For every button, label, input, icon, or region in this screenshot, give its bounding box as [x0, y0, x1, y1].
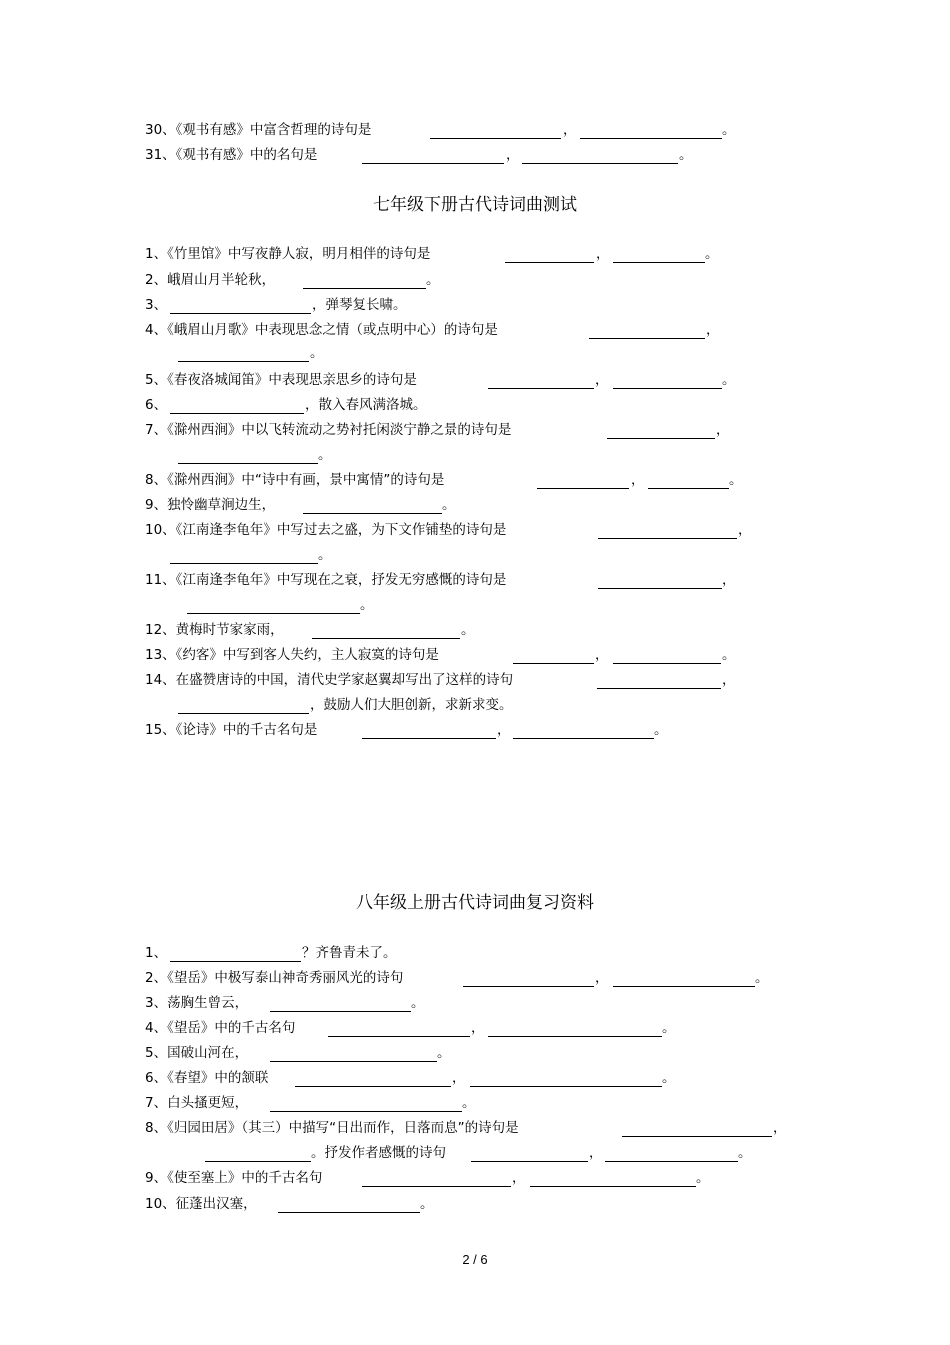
answer-blank[interactable] [328, 1022, 470, 1037]
question-text: 2、峨眉山月半轮秋， [145, 272, 276, 288]
section-title: 七年级下册古代诗词曲测试 [373, 195, 577, 215]
answer-blank[interactable] [470, 1072, 662, 1087]
end-punct: 。 [662, 1020, 676, 1036]
separator: ， [452, 1070, 466, 1086]
end-punct: 。 [662, 1070, 676, 1086]
answer-blank[interactable] [613, 972, 755, 987]
question-text: 9、《使至塞上》中的千古名句 [145, 1170, 323, 1186]
separator: ， [716, 422, 730, 438]
answer-blank[interactable] [430, 124, 561, 139]
separator: ， [563, 122, 577, 138]
answer-blank[interactable] [530, 1172, 696, 1187]
answer-blank[interactable] [597, 674, 721, 689]
separator: ， [722, 672, 736, 688]
answer-blank[interactable] [613, 248, 705, 263]
question-text: 7、《滁州西涧》中以飞转流动之势衬托闲淡宁静之景的诗句是 [145, 422, 512, 438]
answer-blank[interactable] [178, 347, 309, 362]
question-text: 31、《观书有感》中的名句是 [145, 147, 318, 163]
page-number: 2 / 6 [462, 1252, 488, 1267]
question-text: 10、《江南逢李龟年》中写过去之盛，为下文作铺垫的诗句是 [145, 522, 507, 538]
answer-blank[interactable] [303, 499, 442, 514]
end-punct: 。 [360, 597, 374, 613]
answer-blank[interactable] [278, 1198, 420, 1213]
question-text: 14、在盛赞唐诗的中国，清代史学家赵翼却写出了这样的诗句 [145, 672, 514, 688]
answer-blank[interactable] [312, 624, 460, 639]
answer-blank[interactable] [170, 399, 304, 414]
end-punct: 。 [696, 1170, 710, 1186]
answer-blank[interactable] [270, 1097, 462, 1112]
separator: ， [738, 522, 752, 538]
answer-blank[interactable] [170, 299, 311, 314]
end-punct: 。 [738, 1145, 752, 1161]
answer-blank[interactable] [513, 649, 594, 664]
end-punct: 。 [705, 246, 719, 262]
end-punct: 。 [729, 472, 743, 488]
section-title: 八年级上册古代诗词曲复习资料 [356, 893, 594, 913]
question-text: 4、《峨眉山月歌》中表现思念之情（或点明中心）的诗句是 [145, 322, 498, 338]
end-punct: 。 [318, 447, 332, 463]
answer-blank[interactable] [622, 1122, 772, 1137]
answer-blank[interactable] [170, 947, 301, 962]
question-text: 3、荡胸生曾云， [145, 995, 249, 1011]
question-text: 13、《约客》中写到客人失约，主人寂寞的诗句是 [145, 647, 439, 663]
answer-blank[interactable] [178, 449, 318, 464]
end-punct: 。 [654, 722, 668, 738]
separator: ， [722, 572, 736, 588]
answer-blank[interactable] [295, 1072, 451, 1087]
answer-blank[interactable] [178, 699, 309, 714]
separator: ， [595, 970, 609, 986]
separator: ， [596, 246, 610, 262]
question-prefix: 1、 [145, 945, 168, 961]
question-text: 1、《竹里馆》中写夜静人寂，明月相伴的诗句是 [145, 246, 431, 262]
end-punct: 。 [679, 147, 693, 163]
question-text: 9、独怜幽草涧边生， [145, 497, 276, 513]
end-punct: 。 [442, 497, 456, 513]
question-text: 15、《论诗》中的千古名句是 [145, 722, 318, 738]
end-punct: 。 [318, 547, 332, 563]
answer-blank[interactable] [613, 649, 721, 664]
separator: ， [471, 1020, 485, 1036]
answer-blank[interactable] [362, 724, 496, 739]
answer-blank[interactable] [648, 474, 729, 489]
question-text: 8、《归园田居》（其三）中描写“日出而作，日落而息”的诗句是 [145, 1120, 519, 1136]
question-text: 10、征蓬出汉塞， [145, 1196, 257, 1212]
answer-blank[interactable] [362, 149, 504, 164]
question-text: 4、《望岳》中的千古名句 [145, 1020, 296, 1036]
question-text: 2、《望岳》中极写泰山神奇秀丽风光的诗句 [145, 970, 404, 986]
end-punct: 。 [755, 970, 769, 986]
separator: ， [497, 722, 511, 738]
question-text: 12、黄梅时节家家雨， [145, 622, 284, 638]
question-text: 6、《春望》中的颔联 [145, 1070, 269, 1086]
end-punct: 。 [411, 995, 425, 1011]
end-punct: 。 [722, 372, 736, 388]
answer-blank[interactable] [270, 1047, 437, 1062]
end-punct: 。 [437, 1045, 451, 1061]
question-suffix: ，弹琴复长啸。 [312, 297, 407, 313]
answer-blank[interactable] [605, 1147, 738, 1162]
question-text: 5、国破山河在， [145, 1045, 249, 1061]
question-text: 7、白头搔更短， [145, 1095, 249, 1111]
answer-blank[interactable] [205, 1147, 311, 1162]
question-text: 11、《江南逢李龟年》中写现在之衰，抒发无穷感慨的诗句是 [145, 572, 507, 588]
question-suffix: ？齐鲁青未了。 [302, 945, 397, 961]
answer-blank[interactable] [303, 274, 426, 289]
answer-blank[interactable] [463, 972, 594, 987]
separator: ， [512, 1170, 526, 1186]
answer-blank[interactable] [589, 324, 705, 339]
answer-blank[interactable] [505, 248, 594, 263]
separator: ， [595, 647, 609, 663]
question-text: 30、《观书有感》中富含哲理的诗句是 [145, 122, 372, 138]
end-punct: 。 [310, 345, 324, 361]
answer-blank[interactable] [613, 374, 722, 389]
question-prefix: 6、 [145, 397, 168, 413]
answer-blank[interactable] [522, 149, 678, 164]
answer-blank[interactable] [187, 599, 360, 614]
answer-blank[interactable] [362, 1172, 511, 1187]
question-suffix: ，鼓励人们大胆创新，求新求变。 [310, 697, 513, 713]
answer-blank[interactable] [580, 124, 722, 139]
question-text: 8、《滁州西涧》中“诗中有画，景中寓情”的诗句是 [145, 472, 445, 488]
answer-blank[interactable] [598, 524, 737, 539]
end-punct: 。 [462, 1095, 476, 1111]
end-punct: 。 [722, 122, 736, 138]
answer-blank[interactable] [513, 724, 654, 739]
question-suffix: ，散入春风满洛城。 [305, 397, 427, 413]
separator: ， [595, 372, 609, 388]
separator: ， [631, 472, 645, 488]
end-punct: 。 [420, 1196, 434, 1212]
separator: ， [706, 322, 720, 338]
answer-blank[interactable] [488, 374, 594, 389]
question-text: 5、《春夜洛城闻笛》中表现思亲思乡的诗句是 [145, 372, 417, 388]
separator: ， [773, 1120, 787, 1136]
end-punct: 。 [426, 272, 440, 288]
question-prefix: 3、 [145, 297, 168, 313]
question-mid: 。抒发作者感慨的诗句 [311, 1145, 446, 1161]
answer-blank[interactable] [270, 997, 411, 1012]
separator: ， [589, 1145, 603, 1161]
answer-blank[interactable] [598, 574, 722, 589]
answer-blank[interactable] [471, 1147, 588, 1162]
end-punct: 。 [461, 622, 475, 638]
answer-blank[interactable] [537, 474, 629, 489]
answer-blank[interactable] [170, 549, 318, 564]
answer-blank[interactable] [607, 424, 715, 439]
separator: ， [506, 147, 520, 163]
answer-blank[interactable] [488, 1022, 662, 1037]
end-punct: 。 [722, 647, 736, 663]
